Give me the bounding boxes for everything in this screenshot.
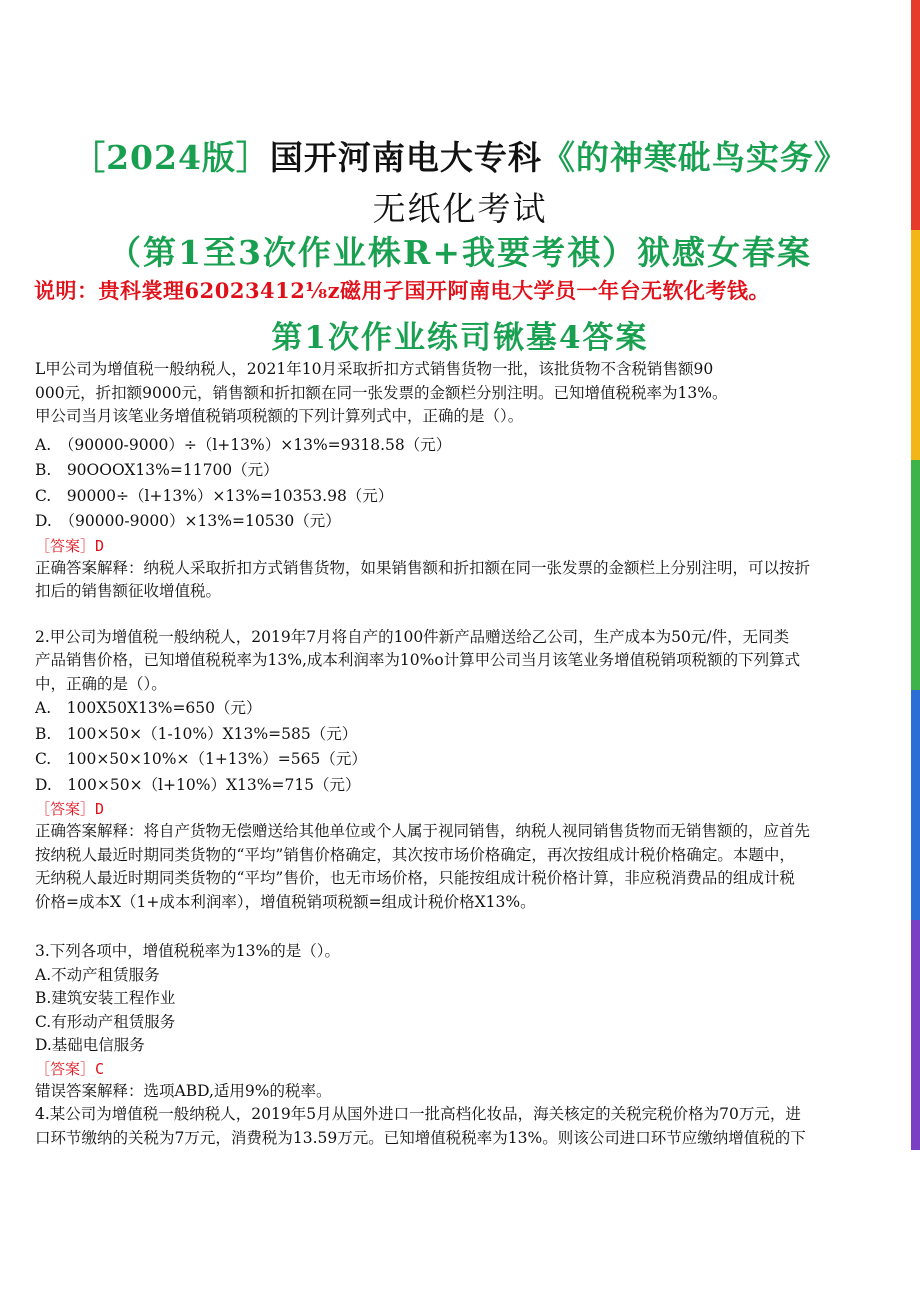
option-a: A. （90000-9000）÷（l+13%）×13%=9318.58（元） bbox=[35, 435, 452, 454]
explanation-line: 正确答案解释：将自产货物无偿赠送给其他单位或个人属于视同销售，纳税人视同销售货物而无销售额的，应首先 bbox=[35, 822, 811, 840]
answer-label: ［答案］D bbox=[35, 800, 105, 818]
question-stem-line: 3.下列各项中，增值税税率为13%的是（）。 bbox=[35, 942, 340, 960]
option-b: B. 90OOOX13%=11700（元） bbox=[35, 461, 279, 479]
option-b: B. 100×50×（1-10%）X13%=585（元） bbox=[35, 724, 358, 743]
option-a: A.不动产租赁服务 bbox=[35, 965, 160, 984]
option-c: C. 100×50×10%×（1+13%）=565（元） bbox=[35, 750, 367, 768]
section-title: 第1次作业练司锹墓4答案 bbox=[271, 320, 649, 356]
title-edition: ［2024版］ bbox=[72, 138, 270, 177]
question-stem-line: 000元，折扣额9000元，销售额和折扣额在同一张发票的金额栏分别注明。已知增值税税率为13%。 bbox=[35, 383, 728, 402]
question-stem-line: 2.甲公司为增值税一般纳税人，2019年7月将自产的100件新产品赠送给乙公司，生产成本为50元/件，无同类 bbox=[35, 627, 790, 646]
title-course: 《的神寒砒鸟实务》 bbox=[541, 138, 848, 177]
question-stem-line: 产品销售价格，已知增值税税率为13%,成本利润率为10%o计算甲公司当月该笔业务增值税销项税额的下列算式 bbox=[35, 651, 801, 669]
explanation-line: 错误答案解释：选项ABD,适用9%的税率。 bbox=[35, 1081, 332, 1100]
option-b: B.建筑安装工程作业 bbox=[35, 989, 176, 1007]
usage-note: 说明：贵科裳理62023412⅛z磁用孑国开阿南电大学员一年台无软化考钱。 bbox=[34, 278, 771, 303]
answer-label: ［答案］D bbox=[35, 536, 105, 555]
question-stem-line: L甲公司为增值税一般纳税人，2021年10月采取折扣方式销售货物一批，该批货物不含税销售额90 bbox=[35, 360, 714, 378]
question-stem-line: 中，正确的是（）。 bbox=[35, 674, 167, 693]
option-d: D.基础电信服务 bbox=[35, 1036, 145, 1054]
explanation-line: 无纳税人最近时期同类货物的“平均”售价，也无市场价格，只能按组成计税价格计算，非应税消费品的组成计税 bbox=[35, 869, 795, 887]
question-3 bbox=[35, 940, 887, 1103]
question-1 bbox=[35, 358, 887, 604]
question-stem-line: 4.某公司为增值税一般纳税人，2019年5月从国外进口一批高档化妆品，海关核定的关税完税价格为70万元，进 bbox=[35, 1105, 801, 1123]
option-c: C.有形动产租赁服务 bbox=[35, 1012, 176, 1031]
explanation-line: 扣后的销售额征收增值税。 bbox=[35, 582, 222, 600]
spacer bbox=[35, 604, 887, 626]
title-school: 国开河南电大专科 bbox=[269, 138, 542, 177]
option-d: D. （90000-9000）×13%=10530（元） bbox=[35, 512, 341, 530]
explanation-line: 正确答案解释：纳税人采取折扣方式销售货物，如果销售额和折扣额在同一张发票的金额栏上分别注明，可以按折 bbox=[35, 558, 811, 577]
option-c: C. 90000÷（l+13%）×13%=10353.98（元） bbox=[35, 486, 394, 505]
assignment-line: （第1至3次作业株R+我要考祺）狱感女春案 bbox=[108, 233, 812, 272]
document-title bbox=[0, 132, 920, 179]
question-stem-line: 口环节缴纳的关税为7万元，消费税为13.59万元。已知增值税税率为13%。则该公司进口环节应缴纳增值税的下 bbox=[35, 1128, 806, 1147]
spacer bbox=[35, 914, 887, 940]
explanation-line: 按纳税人最近时期同类货物的“平均”销售价格确定，其次按市场价格确定，再次按组成计税价格确定。本题中， bbox=[35, 845, 795, 864]
question-list bbox=[35, 358, 887, 1150]
question-4 bbox=[35, 1103, 887, 1150]
question-stem-line: 甲公司当月该笔业务增值税销项税额的下列计算列式中，正确的是（）。 bbox=[35, 407, 524, 425]
question-2 bbox=[35, 626, 887, 915]
answer-label: ［答案］C bbox=[35, 1059, 105, 1078]
option-d: D. 100×50×（l+10%）X13%=715（元） bbox=[35, 775, 361, 794]
document-subtitle: 无纸化考试 bbox=[372, 189, 548, 228]
option-a: A. 100X50X13%=650（元） bbox=[35, 699, 262, 717]
explanation-line: 价格=成本X（1+成本利润率），增值税销项税额=组成计税价格X13%。 bbox=[35, 892, 536, 911]
